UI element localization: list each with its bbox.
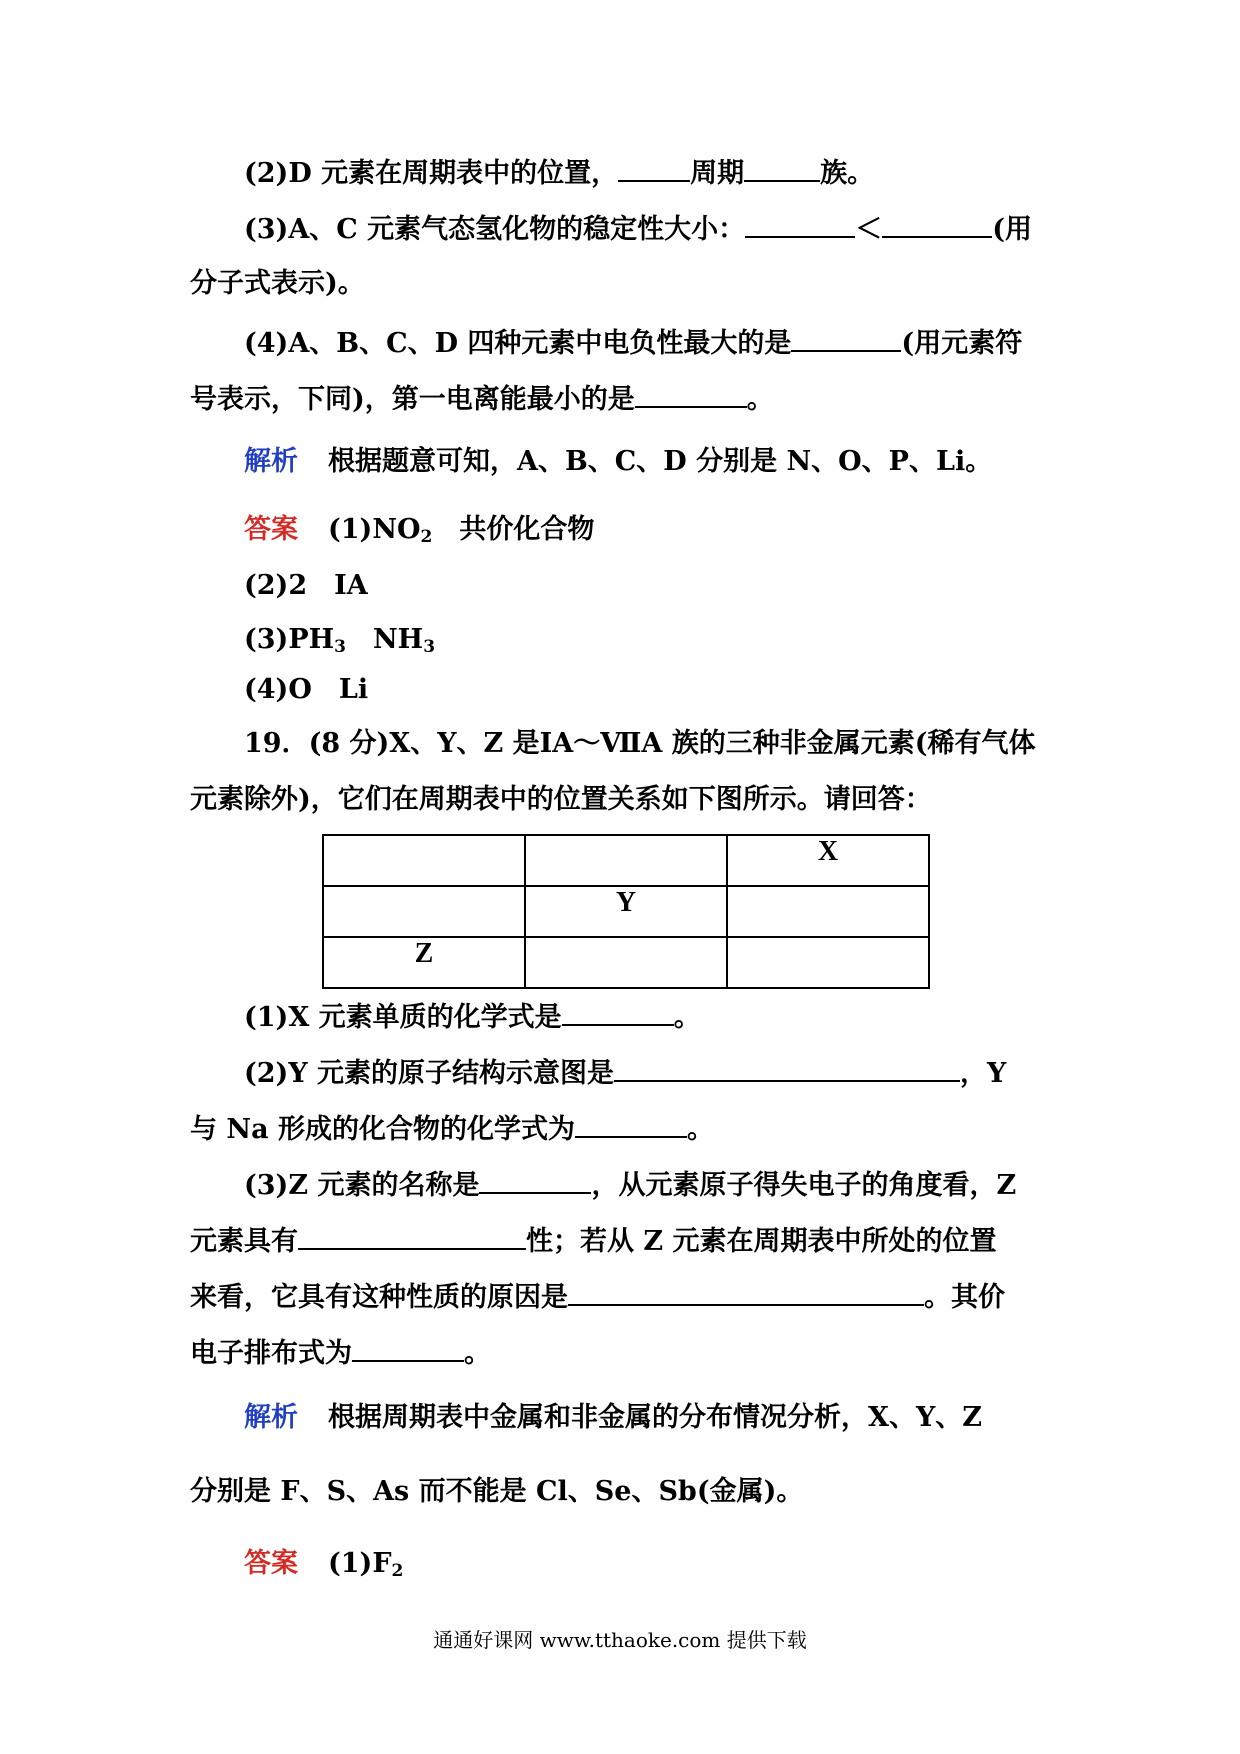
table-cell [525, 835, 727, 886]
answer-label: 答案 [244, 1548, 298, 1579]
answer-1-c: $(3)PH_3$ $NH_3$ [244, 624, 436, 657]
answer-blank [882, 208, 992, 238]
table-row [323, 886, 929, 937]
table-cell: Y [525, 886, 727, 937]
table-row [323, 835, 929, 886]
answer-1-d: (4)O Li [244, 674, 369, 705]
answer-blank [614, 1052, 960, 1082]
s3-line-3: 来看，它具有这种性质的原因是 。其价 [190, 1276, 1005, 1316]
answer-blank [635, 378, 747, 408]
answer-blank [575, 1108, 687, 1138]
s1-line: (1)X 元素单质的化学式是 。 [244, 996, 701, 1036]
table-cell: X [727, 835, 929, 886]
q19-line: 19．(8 分)X、Y、Z 是ⅠA～ⅦA 族的三种非金属元素(稀有气体 [244, 728, 1036, 759]
q3-line: (3)A、C 元素气态氢化物的稳定性大小： ＜ (用 [244, 208, 1032, 248]
s2-line: (2)Y 元素的原子结构示意图是 ，Y [244, 1052, 1006, 1092]
answer-1: 答案 $(1)NO_2$ 共价化合物 [244, 514, 595, 547]
q2-line: (2)D 元素在周期表中的位置， 周期 族。 [244, 152, 874, 192]
q4-line-2: 号表示，下同)，第一电离能最小的是 。 [190, 378, 774, 418]
answer-blank [479, 1164, 591, 1194]
table-cell: Z [323, 937, 525, 988]
table-row [323, 937, 929, 988]
answer-blank [618, 152, 690, 182]
answer-blank [352, 1332, 464, 1362]
periodic-table-grid [322, 834, 930, 989]
answer-blank [745, 208, 855, 238]
table-cell [323, 835, 525, 886]
answer-1-b: (2)2 ⅠA [244, 570, 368, 601]
q4-line: (4)A、B、C、D 四种元素中电负性最大的是 (用元素符 [244, 322, 1022, 362]
answer-blank [562, 996, 674, 1026]
table-cell [525, 937, 727, 988]
answer-label: 答案 [244, 514, 298, 545]
answer-2: 答案 $(1)F_2$ [244, 1548, 404, 1581]
analysis-label: 解析 [244, 446, 298, 477]
q19-line-2: 元素除外)，它们在周期表中的位置关系如下图所示。请回答： [190, 784, 932, 815]
answer-blank [298, 1220, 526, 1250]
table-cell [727, 886, 929, 937]
table-cell [727, 937, 929, 988]
q3-line-2: 分子式表示)。 [190, 268, 365, 299]
analysis-label: 解析 [244, 1402, 298, 1433]
s2-line-2: 与 Na 形成的化合物的化学式为 。 [190, 1108, 714, 1148]
s3-line-4: 电子排布式为 。 [190, 1332, 491, 1372]
page-footer: 通通好课网 www.tthaoke.com 提供下载 [433, 1628, 807, 1652]
answer-blank [568, 1276, 924, 1306]
analysis-2-line-2: 分别是 F、S、As 而不能是 Cl、Se、Sb(金属)。 [190, 1476, 804, 1507]
answer-blank [791, 322, 901, 352]
s3-line-2: 元素具有 性；若从 Z 元素在周期表中所处的位置 [190, 1220, 997, 1260]
table-cell [323, 886, 525, 937]
analysis-2: 解析 根据周期表中金属和非金属的分布情况分析，X、Y、Z [244, 1402, 982, 1433]
answer-blank [744, 152, 820, 182]
analysis-1: 解析 根据题意可知，A、B、C、D 分别是 N、O、P、Li。 [244, 446, 993, 477]
s3-line: (3)Z 元素的名称是 ，从元素原子得失电子的角度看，Z [244, 1164, 1016, 1204]
